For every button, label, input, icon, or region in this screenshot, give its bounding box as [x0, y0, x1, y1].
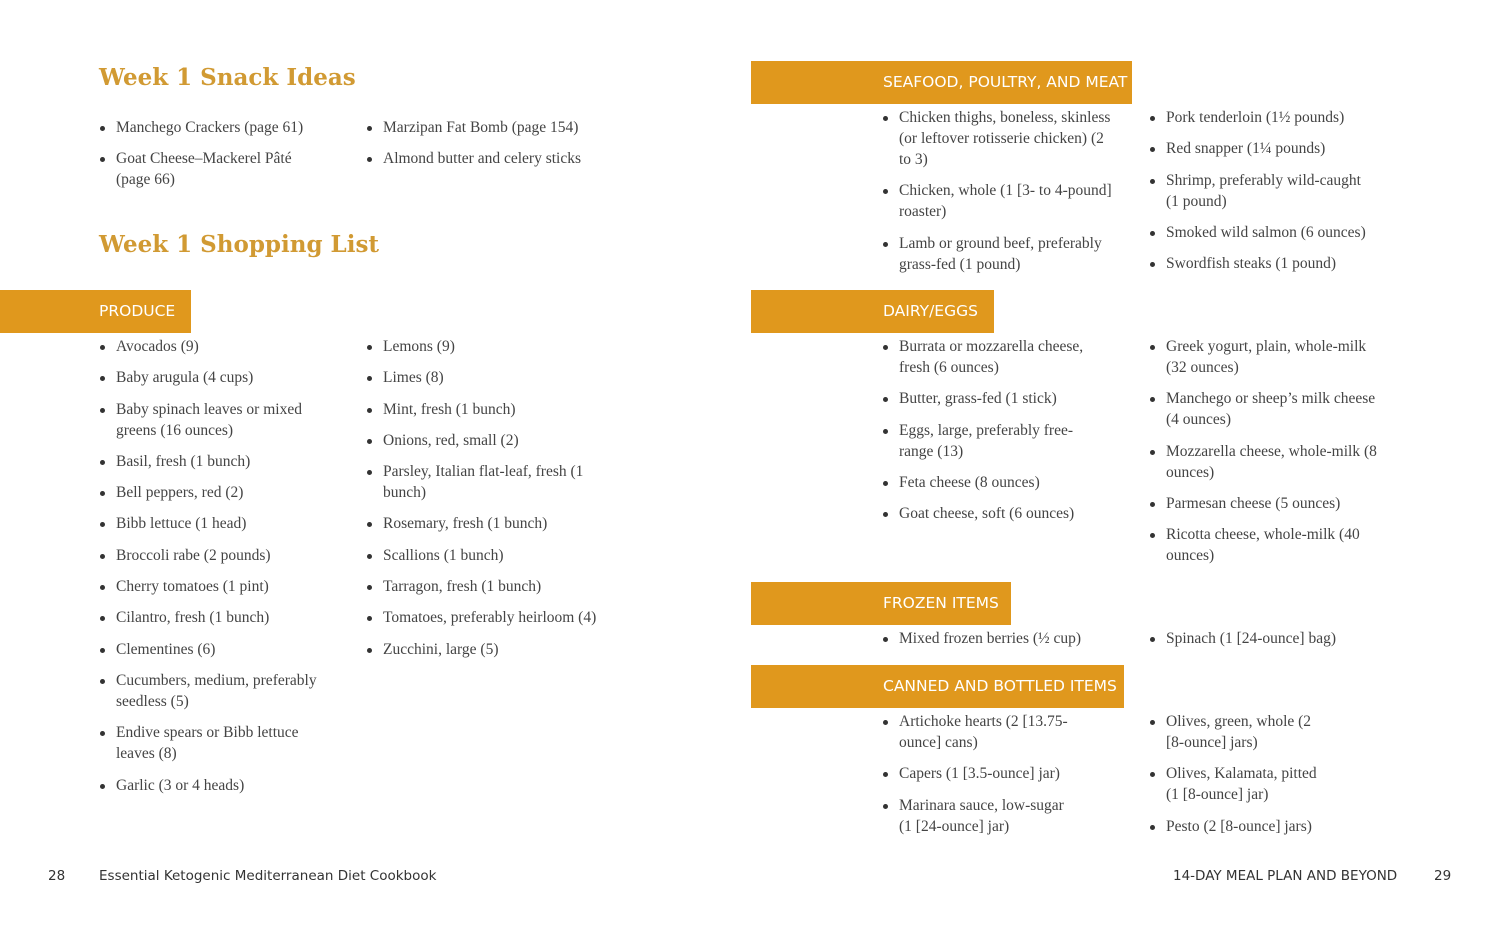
- list-item: Baby spinach leaves or mixed greens (16 ounces): [99, 399, 319, 441]
- canned-list-col1: [882, 711, 1072, 847]
- list-item: Cherry tomatoes (1 pint): [99, 576, 319, 597]
- list-item: Capers (1 [3.5-ounce] jar): [882, 763, 1072, 784]
- right-page-number: 29: [1434, 868, 1452, 884]
- list-item: Red snapper (1¼ pounds): [1149, 138, 1369, 159]
- list-item: Manchego or sheep’s milk cheese (4 ounces): [1149, 388, 1384, 430]
- snack-list-col1: [99, 117, 314, 201]
- list-item: Manchego Crackers (page 61): [99, 117, 314, 138]
- produce-title: PRODUCE: [99, 302, 176, 320]
- list-item: Almond butter and celery sticks: [366, 148, 646, 169]
- left-page-number: 28: [48, 868, 66, 884]
- list-item: Lemons (9): [366, 336, 616, 357]
- dairy-band: [751, 290, 994, 333]
- canned-title: CANNED AND BOTTLED ITEMS: [883, 677, 1117, 695]
- list-item: Spinach (1 [24-ounce] bag): [1149, 628, 1379, 649]
- frozen-band: [751, 582, 1011, 625]
- list-item: Smoked wild salmon (6 ounces): [1149, 222, 1369, 243]
- list-item: Marinara sauce, low-sugar (1 [24-ounce] jar): [882, 795, 1072, 837]
- list-item: Feta cheese (8 ounces): [882, 472, 1107, 493]
- list-item: Endive spears or Bibb lettuce leaves (8): [99, 722, 319, 764]
- list-item: Lamb or ground beef, preferably grass-fed (1 pound): [882, 233, 1112, 275]
- list-item: Bell peppers, red (2): [99, 482, 319, 503]
- list-item: Olives, green, whole (2 [8-ounce] jars): [1149, 711, 1329, 753]
- list-item: Onions, red, small (2): [366, 430, 616, 451]
- canned-band: [751, 665, 1124, 708]
- list-item: Cilantro, fresh (1 bunch): [99, 607, 319, 628]
- list-item: Butter, grass-fed (1 stick): [882, 388, 1107, 409]
- list-item: Rosemary, fresh (1 bunch): [366, 513, 616, 534]
- list-item: Greek yogurt, plain, whole-milk (32 ounces): [1149, 336, 1384, 378]
- list-item: Tomatoes, preferably heirloom (4): [366, 607, 616, 628]
- list-item: Garlic (3 or 4 heads): [99, 775, 319, 796]
- canned-list-col2: [1149, 711, 1329, 847]
- list-item: Clementines (6): [99, 639, 319, 660]
- frozen-list-col2: [1149, 628, 1379, 659]
- list-item: Baby arugula (4 cups): [99, 367, 319, 388]
- list-item: Basil, fresh (1 bunch): [99, 451, 319, 472]
- dairy-list-col2: [1149, 336, 1384, 576]
- list-item: Marzipan Fat Bomb (page 154): [366, 117, 646, 138]
- seafood-title: SEAFOOD, POULTRY, AND MEAT: [883, 73, 1128, 91]
- seafood-list-col1: [882, 107, 1112, 285]
- list-item: Bibb lettuce (1 head): [99, 513, 319, 534]
- list-item: Zucchini, large (5): [366, 639, 616, 660]
- list-item: Ricotta cheese, whole-milk (40 ounces): [1149, 524, 1384, 566]
- list-item: Eggs, large, preferably free-range (13): [882, 420, 1107, 462]
- snack-ideas-heading: Week 1 Snack Ideas: [99, 64, 356, 91]
- list-item: Cucumbers, medium, preferably seedless (5): [99, 670, 319, 712]
- list-item: Olives, Kalamata, pitted (1 [8-ounce] jar): [1149, 763, 1329, 805]
- list-item: Parmesan cheese (5 ounces): [1149, 493, 1384, 514]
- seafood-list-col2: [1149, 107, 1369, 284]
- dairy-title: DAIRY/EGGS: [883, 302, 978, 320]
- left-running-title: Essential Ketogenic Mediterranean Diet Cookbook: [99, 868, 437, 884]
- dairy-list-col1: [882, 336, 1107, 534]
- shopping-list-heading: Week 1 Shopping List: [99, 231, 380, 258]
- list-item: Mozzarella cheese, whole-milk (8 ounces): [1149, 441, 1384, 483]
- list-item: Chicken thighs, boneless, skinless (or leftover rotisserie chicken) (2 to 3): [882, 107, 1112, 170]
- snack-list-col2: [366, 117, 646, 180]
- list-item: Limes (8): [366, 367, 616, 388]
- list-item: Shrimp, preferably wild-caught (1 pound): [1149, 170, 1369, 212]
- list-item: Chicken, whole (1 [3- to 4-pound] roaster): [882, 180, 1112, 222]
- list-item: Avocados (9): [99, 336, 319, 357]
- list-item: Pork tenderloin (1½ pounds): [1149, 107, 1369, 128]
- frozen-list-col1: [882, 628, 1112, 659]
- list-item: Tarragon, fresh (1 bunch): [366, 576, 616, 597]
- list-item: Mixed frozen berries (½ cup): [882, 628, 1112, 649]
- list-item: Goat cheese, soft (6 ounces): [882, 503, 1107, 524]
- list-item: Artichoke hearts (2 [13.75-ounce] cans): [882, 711, 1072, 753]
- list-item: Swordfish steaks (1 pound): [1149, 253, 1369, 274]
- produce-band: [0, 290, 191, 333]
- list-item: Scallions (1 bunch): [366, 545, 616, 566]
- right-running-title: 14-DAY MEAL PLAN AND BEYOND: [1173, 868, 1398, 884]
- list-item: Goat Cheese–Mackerel Pâté (page 66): [99, 148, 314, 190]
- list-item: Pesto (2 [8-ounce] jars): [1149, 816, 1329, 837]
- list-item: Parsley, Italian flat-leaf, fresh (1 bunch): [366, 461, 616, 503]
- list-item: Broccoli rabe (2 pounds): [99, 545, 319, 566]
- seafood-band: [751, 61, 1132, 104]
- list-item: Mint, fresh (1 bunch): [366, 399, 616, 420]
- produce-list-col1: [99, 336, 319, 806]
- frozen-title: FROZEN ITEMS: [883, 594, 999, 612]
- produce-list-col2: [366, 336, 616, 670]
- list-item: Burrata or mozzarella cheese, fresh (6 ounces): [882, 336, 1107, 378]
